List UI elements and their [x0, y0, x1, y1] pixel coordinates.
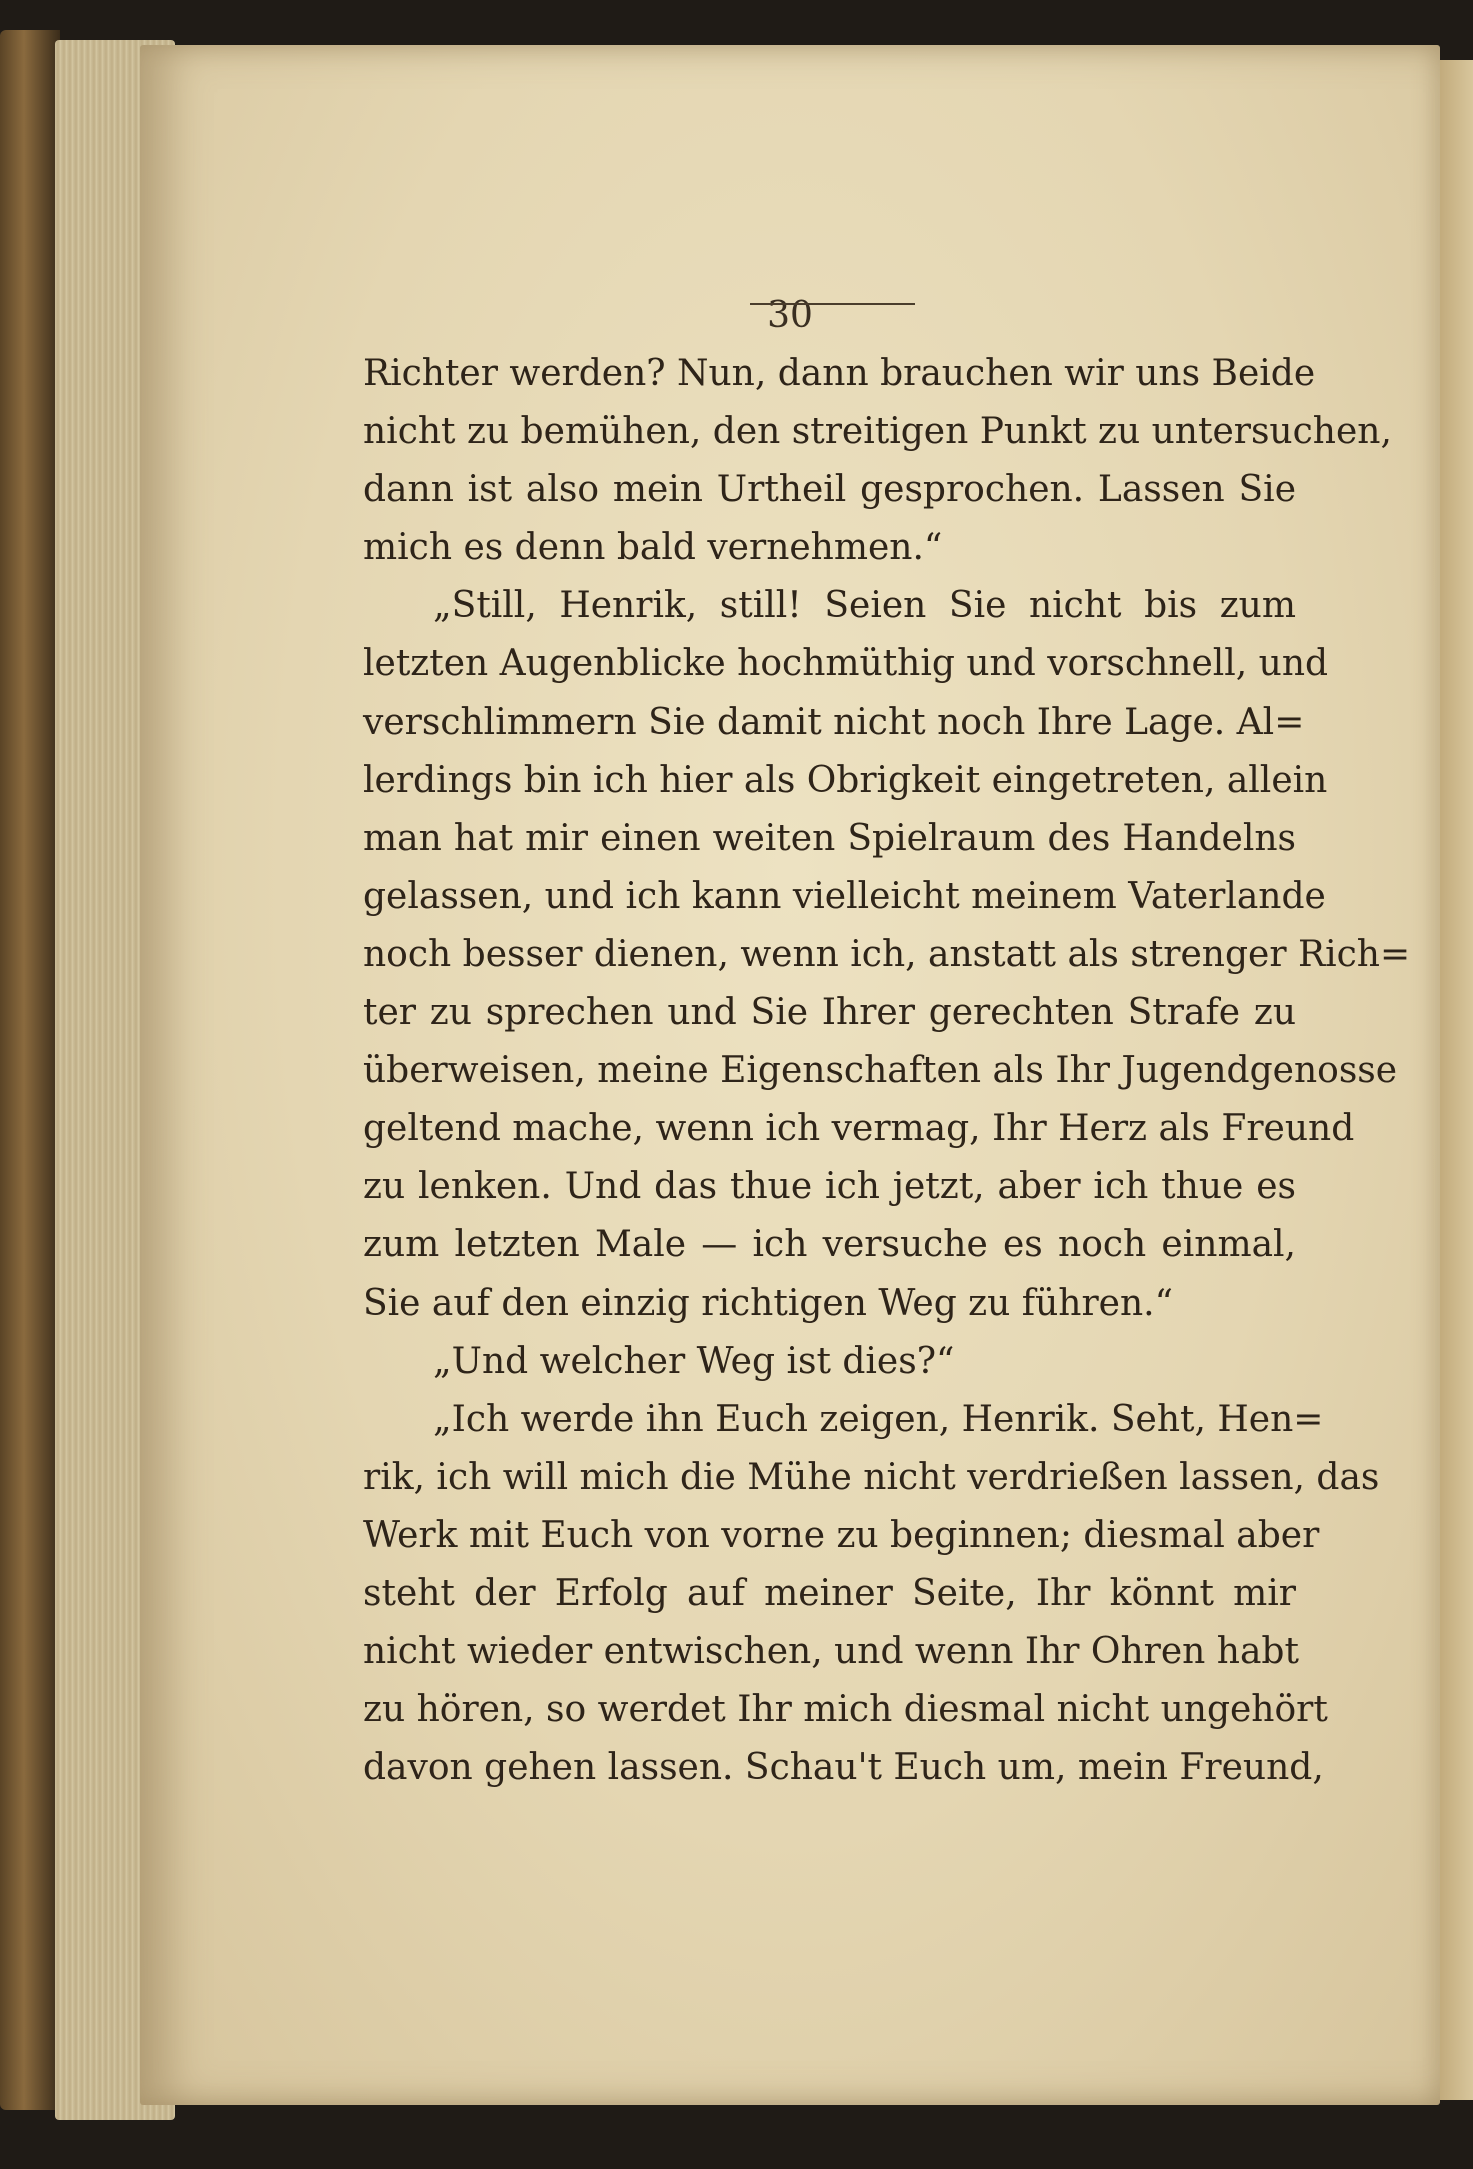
text-line: Werk mit Euch von vorne zu beginnen; diesmal aber	[363, 1514, 1320, 1556]
text-line: nicht zu bemühen, den streitigen Punkt zu untersuchen,	[363, 411, 1392, 453]
text-line: Sie auf den einzig richtigen Weg zu führen.“	[363, 1282, 1174, 1324]
page-text	[363, 345, 1411, 1797]
text-line: steht der Erfolg auf meiner Seite, Ihr könnt mir	[363, 1572, 1296, 1614]
text-line: davon gehen lassen. Schau't Euch um, mein Freund,	[363, 1747, 1324, 1789]
text-line: Richter werden? Nun, dann brauchen wir uns Beide	[363, 353, 1316, 394]
text-line: nicht wieder entwischen, und wenn Ihr Ohren habt	[363, 1631, 1299, 1673]
text-line: lerdings bin ich hier als Obrigkeit eingetreten, allein	[363, 759, 1328, 801]
text-line: zu lenken. Und das thue ich jetzt, aber ich thue es	[363, 1166, 1296, 1208]
text-line: man hat mir einen weiten Spielraum des Handelns	[363, 817, 1296, 859]
text-line: „Und welcher Weg ist dies?“	[433, 1340, 955, 1382]
text-line: überweisen, meine Eigenschaften als Ihr Jugendgenosse	[363, 1050, 1398, 1092]
page-number-rule	[750, 303, 915, 305]
text-line: gelassen, und ich kann vielleicht meinem Vaterlande	[363, 875, 1326, 917]
text-line: zum letzten Male — ich versuche es noch einmal,	[363, 1224, 1296, 1266]
text-line: verschlimmern Sie damit nicht noch Ihre Lage. Al=	[363, 701, 1305, 743]
text-line: zu hören, so werdet Ihr mich diesmal nicht ungehört	[363, 1689, 1328, 1731]
text-line: mich es denn bald vernehmen.“	[363, 527, 943, 569]
page-number: 30	[767, 295, 813, 336]
text-line: noch besser dienen, wenn ich, anstatt als strenger Rich=	[363, 933, 1411, 975]
book-cover-edge	[0, 30, 60, 2110]
text-line: „Ich werde ihn Euch zeigen, Henrik. Seht, Hen=	[433, 1398, 1324, 1440]
text-line: ter zu sprechen und Sie Ihrer gerechten Strafe zu	[363, 992, 1296, 1034]
text-line: geltend mache, wenn ich vermag, Ihr Herz als Freund	[363, 1108, 1355, 1150]
text-line: rik, ich will mich die Mühe nicht verdrießen lassen, das	[363, 1456, 1380, 1498]
text-line: dann ist also mein Urtheil gesprochen. Lassen Sie	[363, 469, 1296, 511]
text-line: „Still, Henrik, still! Seien Sie nicht bis zum	[433, 585, 1296, 627]
text-line: letzten Augenblicke hochmüthig und vorschnell, und	[363, 643, 1329, 685]
